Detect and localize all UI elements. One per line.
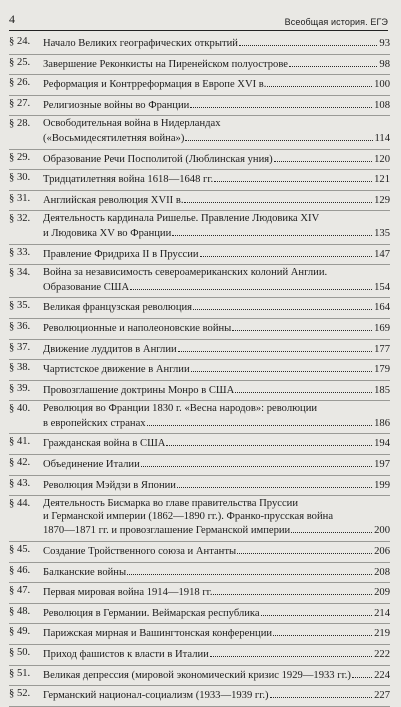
toc-section-number: § 47.: [9, 585, 31, 597]
toc-page-number: 219: [374, 628, 390, 640]
toc-page-number: 98: [379, 58, 390, 70]
toc-page-number: 199: [374, 479, 390, 491]
toc-title-line: [43, 77, 390, 92]
toc-title-line: [43, 362, 390, 377]
toc-title-line: [43, 498, 390, 511]
dot-leader: [261, 606, 373, 616]
toc-entry-body: [43, 362, 390, 377]
page-header: [9, 6, 388, 31]
toc-page-number: 120: [374, 153, 390, 165]
toc-entry: [9, 245, 390, 266]
toc-title-line: [43, 585, 390, 600]
toc-title-line: [43, 606, 390, 621]
toc-title-line: [43, 267, 390, 280]
toc-section-number: § 44.: [9, 498, 31, 510]
toc-title-text: Революция во Франции 1830 г. «Весна народов»: революции: [43, 403, 318, 415]
toc-title-text: Объединение Италии: [43, 459, 140, 471]
toc-entry: [9, 340, 390, 361]
toc-entry: [9, 434, 390, 455]
toc-title-line: [43, 36, 390, 51]
dot-leader: [190, 98, 372, 108]
toc-title-text: Революционные и наполеоновские войны: [43, 322, 232, 334]
toc-entry-body: [43, 688, 390, 703]
toc-entry-body: [43, 403, 390, 430]
dot-leader: [185, 131, 372, 141]
toc-section-number: § 51.: [9, 667, 31, 679]
toc-page-number: 164: [374, 302, 390, 314]
toc-section-number: § 37.: [9, 341, 31, 353]
toc-title-text: Революция Мэйдзи в Японии: [43, 479, 176, 491]
toc-title-line: [43, 213, 390, 226]
dot-leader: [232, 321, 372, 331]
toc-page-number: 93: [379, 38, 390, 49]
dot-leader: [184, 193, 372, 203]
dot-leader: [127, 565, 372, 575]
toc-title-text: 1870—1871 гг. и провозглашение Германской империи: [43, 525, 291, 537]
dot-leader: [166, 436, 372, 446]
toc-entry: [9, 150, 390, 171]
toc-entry: [9, 624, 390, 645]
toc-title-text: Начало Великих географических открытий: [43, 38, 238, 49]
toc-entry: [9, 55, 390, 76]
toc-section-number: § 48.: [9, 605, 31, 617]
toc-entry: [9, 645, 390, 666]
toc-entry: [9, 666, 390, 687]
toc-entry-body: [43, 213, 390, 240]
toc-entry-body: [43, 342, 390, 357]
toc-section-number: § 49.: [9, 626, 31, 638]
toc-section-number: § 34.: [9, 267, 31, 279]
toc-entry-body: [43, 647, 390, 662]
toc-page-number: 208: [374, 566, 390, 578]
dot-leader: [237, 544, 372, 554]
toc-entry-body: [43, 606, 390, 621]
toc-title-line: [43, 565, 390, 580]
toc-title-text: Первая мировая война 1914—1918 гг.: [43, 587, 213, 599]
toc-title-line: [43, 457, 390, 472]
toc-title-line: [43, 416, 390, 431]
toc-page-number: 227: [374, 690, 390, 702]
toc-page-number: 154: [374, 281, 390, 293]
toc-entry-body: [43, 626, 390, 641]
toc-title-text: Тридцатилетняя война 1618—1648 гг.: [43, 174, 214, 186]
toc-entry: [9, 298, 390, 319]
page-number: 4: [9, 12, 15, 26]
dot-leader: [200, 247, 373, 257]
toc-page-number: 147: [374, 248, 390, 260]
toc-section-number: § 39.: [9, 382, 31, 394]
toc-entry-body: [43, 498, 390, 538]
toc-page-number: 197: [374, 459, 390, 471]
toc-title-text: Освободительная война в Нидерландах: [43, 118, 221, 130]
toc-entry: [9, 381, 390, 402]
toc-title-line: [43, 647, 390, 662]
toc-entry-body: [43, 247, 390, 262]
dot-leader: [289, 57, 377, 67]
toc-title-line: [43, 321, 390, 336]
toc-page-number: 121: [374, 174, 390, 186]
toc-page-number: 185: [374, 384, 390, 396]
toc-entry-body: [43, 585, 390, 600]
toc-title-text: Революция в Германии. Веймарская республика: [43, 607, 260, 619]
toc-entry-body: [43, 118, 390, 145]
toc-title-text: Завершение Реконкисты на Пиренейском полуострове: [43, 58, 288, 70]
dot-leader: [267, 77, 372, 87]
toc-page-number: 177: [374, 343, 390, 355]
toc-title-text: Германский национал-социализм (1933—1939 гг.): [43, 690, 269, 702]
toc-title-line: [43, 383, 390, 398]
toc-page-number: 214: [374, 607, 390, 619]
toc-section-number: § 24.: [9, 36, 31, 47]
toc-entry: [9, 360, 390, 381]
toc-entry: [9, 496, 390, 542]
toc-title-line: [43, 226, 390, 241]
toc-section-number: § 29.: [9, 151, 31, 163]
dot-leader: [213, 585, 372, 595]
toc-entry: [9, 542, 390, 563]
toc-section-number: § 28.: [9, 118, 31, 130]
toc-title-line: [43, 98, 390, 113]
dot-leader: [130, 280, 372, 290]
toc-title-line: [43, 131, 390, 146]
toc-entry-body: [43, 77, 390, 92]
toc-entry: [9, 401, 390, 434]
toc-title-text: Деятельность Бисмарка во главе правительства Пруссии: [43, 498, 298, 510]
toc-entry-body: [43, 193, 390, 208]
toc-title-line: [43, 478, 390, 493]
toc-section-number: § 33.: [9, 246, 31, 258]
toc-page-number: 206: [374, 546, 390, 558]
dot-leader: [141, 457, 372, 467]
toc-entry: [9, 75, 390, 96]
toc-section-number: § 38.: [9, 362, 31, 374]
toc-title-line: [43, 300, 390, 315]
toc-entry: [9, 563, 390, 584]
toc-page-number: 169: [374, 322, 390, 334]
dot-leader: [191, 362, 372, 372]
toc-title-text: Создание Тройственного союза и Антанты: [43, 546, 237, 558]
toc-entry-body: [43, 152, 390, 167]
toc-section-number: § 26.: [9, 77, 31, 89]
toc-section-number: § 45.: [9, 544, 31, 556]
toc-title-text: Реформация и Контрреформация в Европе XVI в.: [43, 79, 267, 91]
toc-title-line: [43, 172, 390, 187]
toc-title-text: Английская революция XVII в.: [43, 194, 184, 206]
dot-leader: [274, 152, 372, 162]
toc-entry-body: [43, 457, 390, 472]
toc-title-text: в европейских странах: [43, 417, 146, 429]
toc-title-text: Великая депрессия (мировой экономический кризис 1929—1933 гг.): [43, 669, 351, 681]
toc-title-text: Правление Фридриха II в Пруссии: [43, 248, 199, 260]
toc-section-number: § 36.: [9, 320, 31, 332]
toc-title-text: Чартистское движение в Англии: [43, 364, 190, 376]
toc-entry: [9, 686, 390, 707]
toc-section-number: § 32.: [9, 213, 31, 225]
toc-entry: [9, 583, 390, 604]
toc-title-text: и Германской империи (1862—1890 гг.). Франко-прусская война: [43, 510, 334, 522]
toc-title-line: [43, 247, 390, 262]
toc-title-line: [43, 511, 390, 524]
toc-title-line: [43, 280, 390, 295]
toc-title-text: Балканские войны: [43, 566, 127, 578]
toc-page-number: 108: [374, 99, 390, 111]
toc-page-number: 186: [374, 417, 390, 429]
toc-title-line: [43, 523, 390, 538]
toc-section-number: § 42.: [9, 457, 31, 469]
toc-title-text: Парижская мирная и Вашингтонская конференции: [43, 628, 273, 640]
toc-title-line: [43, 193, 390, 208]
toc-title-text: Движение луддитов в Англии: [43, 343, 177, 355]
toc-entry-body: [43, 267, 390, 294]
dot-leader: [147, 416, 373, 426]
toc-title-line: [43, 57, 390, 72]
toc-section-number: § 41.: [9, 436, 31, 448]
toc-entry: [9, 265, 390, 298]
dot-leader: [177, 478, 372, 488]
toc-entry: [9, 319, 390, 340]
toc-entry-body: [43, 436, 390, 451]
toc-page-number: 194: [374, 438, 390, 450]
toc-section-number: § 27.: [9, 97, 31, 109]
dot-leader: [273, 626, 372, 636]
toc-entry-body: [43, 383, 390, 398]
toc-title-line: [43, 342, 390, 357]
toc-entry: [9, 604, 390, 625]
toc-section-number: § 25.: [9, 56, 31, 68]
toc-page-number: 200: [374, 525, 390, 537]
toc-title-text: Приход фашистов к власти в Италии: [43, 649, 209, 660]
toc-entry: [9, 191, 390, 212]
toc-section-number: § 30.: [9, 172, 31, 184]
toc-title-line: [43, 688, 390, 703]
toc-title-text: Война за независимость североамериканских колоний Англии.: [43, 267, 328, 279]
toc-page-number: 209: [374, 587, 390, 599]
toc-title-text: Образование США: [43, 281, 130, 293]
toc-title-text: Религиозные войны во Франции: [43, 99, 190, 111]
toc-section-number: § 31.: [9, 192, 31, 204]
toc-entry: [9, 116, 390, 149]
toc-title-text: Деятельность кардинала Ришелье. Правление Людовика XIV: [43, 213, 320, 225]
dot-leader: [291, 523, 372, 533]
toc-section-number: § 43.: [9, 477, 31, 489]
dot-leader: [193, 300, 372, 310]
toc-entry-body: [43, 321, 390, 336]
toc-section-number: § 50.: [9, 647, 31, 658]
dot-leader: [352, 668, 372, 678]
toc-title-line: [43, 626, 390, 641]
toc-page-number: 100: [374, 79, 390, 91]
toc-entry-body: [43, 565, 390, 580]
toc-section-number: § 35.: [9, 300, 31, 312]
table-of-contents: [9, 34, 390, 707]
toc-page-number: 114: [374, 132, 390, 144]
toc-title-line: [43, 668, 390, 683]
toc-section-number: § 40.: [9, 403, 31, 415]
dot-leader: [239, 36, 377, 46]
toc-entry-body: [43, 300, 390, 315]
toc-entry: [9, 455, 390, 476]
toc-title-line: [43, 436, 390, 451]
toc-title-line: [43, 152, 390, 167]
toc-title-line: [43, 118, 390, 131]
toc-entry-body: [43, 668, 390, 683]
toc-entry-body: [43, 57, 390, 72]
toc-entry-body: [43, 98, 390, 113]
toc-page-number: 129: [374, 194, 390, 206]
toc-title-line: [43, 403, 390, 416]
dot-leader: [210, 647, 372, 657]
dot-leader: [178, 342, 372, 352]
toc-title-text: Великая французская революция: [43, 302, 193, 314]
toc-entry: [9, 96, 390, 117]
dot-leader: [214, 172, 372, 182]
toc-section-number: § 52.: [9, 688, 31, 700]
toc-entry-body: [43, 544, 390, 559]
toc-entry-body: [43, 478, 390, 493]
toc-entry-body: [43, 172, 390, 187]
toc-title-text: Гражданская война в США: [43, 438, 166, 450]
toc-page-number: 179: [374, 364, 390, 376]
dot-leader: [235, 383, 372, 393]
toc-entry: [9, 34, 390, 55]
toc-section-number: § 46.: [9, 564, 31, 576]
toc-entry: [9, 170, 390, 191]
toc-title-text: и Людовика XV во Франции: [43, 227, 172, 239]
toc-title-text: Образование Речи Посполитой (Люблинская уния): [43, 153, 273, 165]
running-title: Всеобщая история. ЕГЭ: [284, 17, 388, 27]
toc-title-text: («Восьмидесятилетняя война»): [43, 132, 185, 144]
toc-page-number: 135: [374, 227, 390, 239]
toc-title-line: [43, 544, 390, 559]
toc-entry-body: [43, 36, 390, 51]
toc-page-number: 222: [374, 649, 390, 660]
dot-leader: [270, 688, 373, 698]
toc-page-number: 224: [374, 669, 390, 681]
toc-title-text: Провозглашение доктрины Монро в США: [43, 384, 235, 396]
toc-entry: [9, 476, 390, 497]
toc-entry: [9, 211, 390, 244]
dot-leader: [172, 226, 372, 236]
